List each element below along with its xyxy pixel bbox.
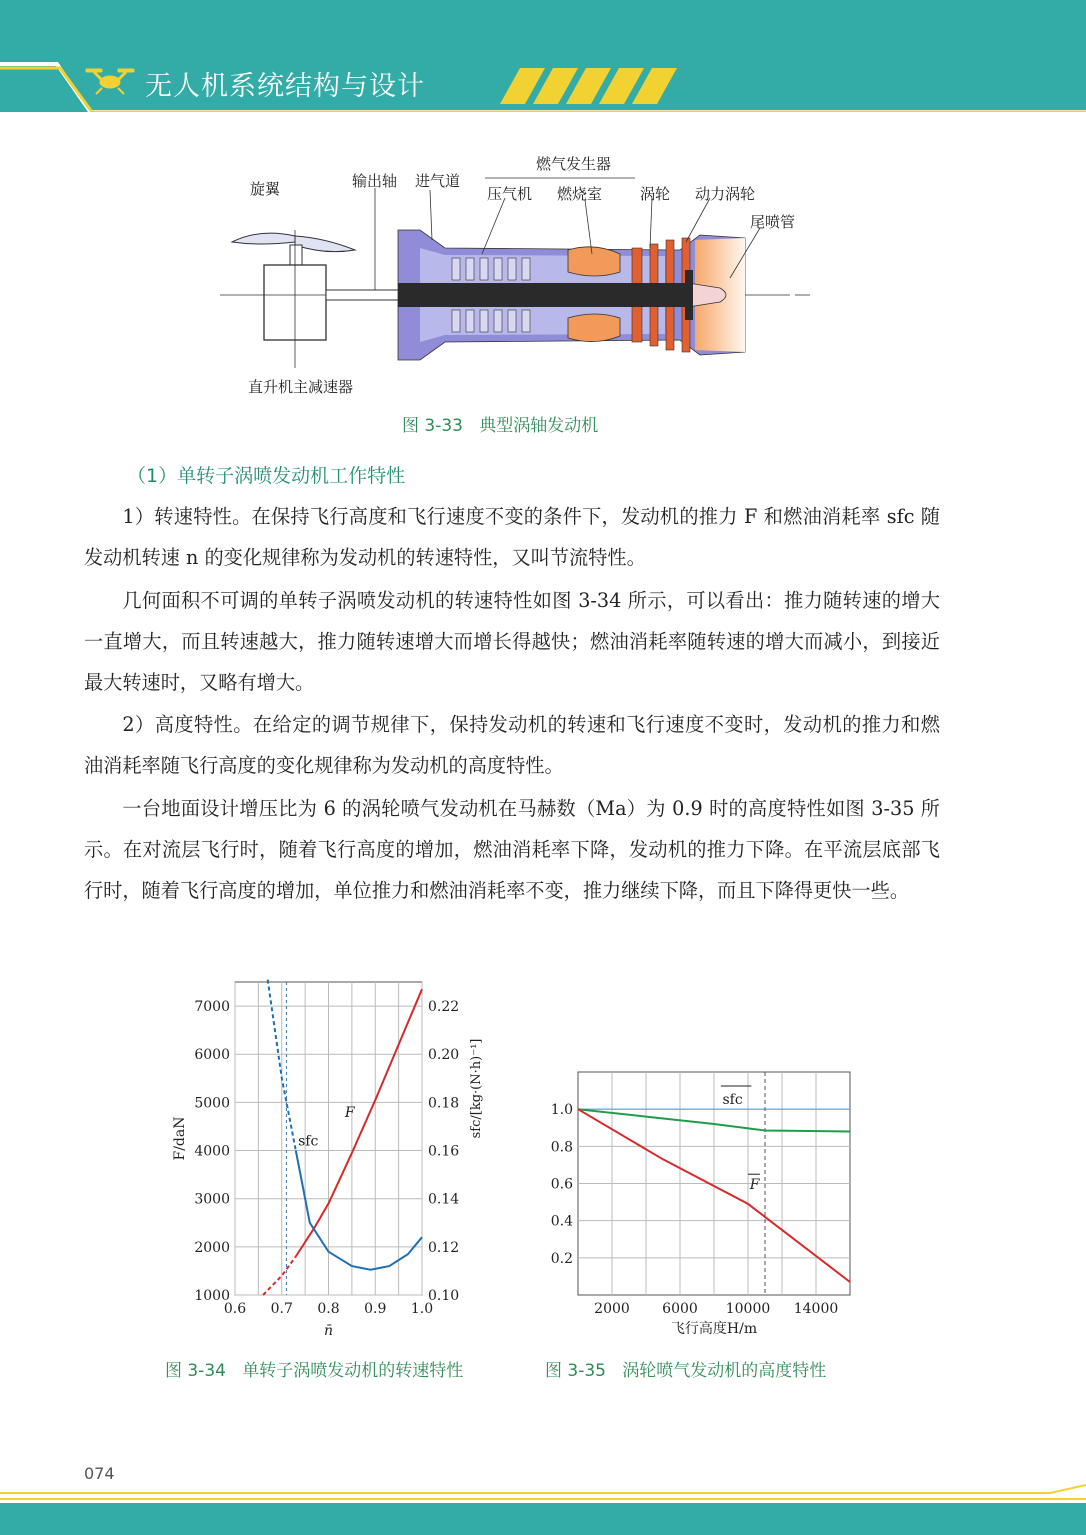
y-tick-label: 0.4: [550, 1213, 573, 1230]
y-tick-label: 0.2: [550, 1250, 573, 1267]
x-tick-label: 0.6: [223, 1301, 247, 1317]
caption-number: 图 3-34: [165, 1361, 226, 1381]
y-tick-label: 1.0: [550, 1102, 573, 1119]
x-axis-label: 飞行高度H/m: [670, 1321, 758, 1337]
x-tick-label: 2000: [594, 1301, 630, 1317]
section-heading: （1）单转子涡喷发动机工作特性: [127, 465, 406, 487]
y-tick-label: 2000: [194, 1239, 230, 1256]
figure-3-33: [220, 150, 810, 400]
caption-text: 涡轮喷气发动机的高度特性: [622, 1361, 827, 1381]
y-axis-label: F/daN: [172, 1116, 188, 1161]
label-output-shaft: 输出轴: [352, 172, 398, 190]
caption-number: 图 3-35: [545, 1361, 606, 1381]
figure-3-35-caption: [545, 1356, 826, 1381]
y2-tick-label: 0.10: [428, 1288, 460, 1304]
x-tick-label: 0.7: [270, 1301, 293, 1317]
label-inlet: 进气道: [415, 172, 461, 190]
y-tick-label: 0.6: [550, 1176, 573, 1193]
y2-tick-label: 0.16: [428, 1143, 460, 1160]
series-label-sfc: sfc: [298, 1133, 319, 1150]
x-tick-label: 0.9: [364, 1301, 387, 1317]
chart-3-35: [540, 970, 860, 1340]
caption-text: 单转子涡喷发动机的转速特性: [242, 1361, 464, 1381]
label-turbine: 涡轮: [640, 185, 671, 203]
y2-tick-label: 0.18: [428, 1095, 460, 1112]
series-label-sfc: sfc: [722, 1092, 743, 1108]
hazard-stripes: [500, 68, 677, 104]
paragraph-4: 一台地面设计增压比为 6 的涡轮喷气发动机在马赫数（Ma）为 0.9 时的高度特性如图 3-35 所示。在对流层飞行时，随着飞行高度的增加，燃油消耗率下降，发动机的推力下降。在平流层底部飞行时，随着飞行高度的增加，单位推力和燃油消耗率不变，推力继续下降，而且下降得更快一些。: [84, 797, 940, 902]
label-power-turbine: 动力涡轮: [695, 185, 756, 203]
y2-tick-label: 0.14: [428, 1191, 460, 1208]
figure-3-34-caption: [165, 1356, 463, 1381]
y-tick-label: 7000: [194, 999, 230, 1016]
y-tick-label: 4000: [194, 1143, 230, 1160]
x-tick-label: 14000: [793, 1301, 839, 1317]
y-tick-label: 3000: [194, 1191, 230, 1208]
paragraph-3: 2）高度特性。在给定的调节规律下，保持发动机的转速和飞行速度不变时，发动机的推力和燃油消耗率随飞行高度的变化规律称为发动机的高度特性。: [84, 713, 940, 777]
y2-tick-label: 0.22: [428, 999, 460, 1016]
series-label-F: F: [749, 1177, 760, 1194]
paragraph-1: 1）转速特性。在保持飞行高度和飞行速度不变的条件下，发动机的推力 F 和燃油消耗率 sfc 随发动机转速 n 的变化规律称为发动机的转速特性，又叫节流特性。: [84, 505, 940, 569]
x-axis-label: n̄: [323, 1323, 334, 1339]
header-band: [0, 0, 1086, 122]
label-gas-generator: 燃气发生器: [536, 155, 612, 173]
y-tick-label: 5000: [194, 1095, 230, 1112]
y2-tick-label: 0.12: [428, 1239, 460, 1256]
footer-band: [0, 1485, 1086, 1535]
series-label-F: F: [344, 1104, 355, 1121]
label-compressor: 压气机: [487, 185, 533, 203]
x-tick-label: 6000: [662, 1301, 698, 1317]
caption-number: 图 3-33: [402, 416, 463, 436]
paragraph-2: 几何面积不可调的单转子涡喷发动机的转速特性如图 3-34 所示，可以看出：推力随转速的增大一直增大，而且转速越大，推力随转速增大而增长得越快；燃油消耗率随转速的增大而减小，到接近最大转速时，又略有增大。: [84, 589, 940, 694]
y-tick-label: 0.8: [550, 1139, 573, 1156]
caption-text: 典型涡轴发动机: [479, 416, 599, 436]
label-exhaust: 尾喷管: [750, 213, 796, 231]
header-shape: [0, 0, 1086, 122]
y2-axis-label: sfc/[kg·(N·h)⁻¹]: [469, 1038, 484, 1139]
x-tick-label: 1.0: [410, 1301, 434, 1317]
figure-3-33-caption: [402, 411, 598, 436]
book-title: 无人机系统结构与设计: [145, 71, 425, 102]
y-tick-label: 1000: [194, 1288, 230, 1304]
label-combustor: 燃烧室: [557, 185, 603, 203]
y2-tick-label: 0.20: [428, 1047, 460, 1064]
chart-3-34: [160, 970, 484, 1340]
drone-icon: [82, 66, 138, 96]
y-tick-label: 6000: [194, 1047, 230, 1064]
page-number: 074: [84, 1464, 115, 1483]
x-tick-label: 0.8: [317, 1301, 340, 1317]
label-gearbox: 直升机主减速器: [248, 378, 354, 396]
label-rotor: 旋翼: [250, 180, 281, 198]
x-tick-label: 10000: [725, 1301, 771, 1317]
